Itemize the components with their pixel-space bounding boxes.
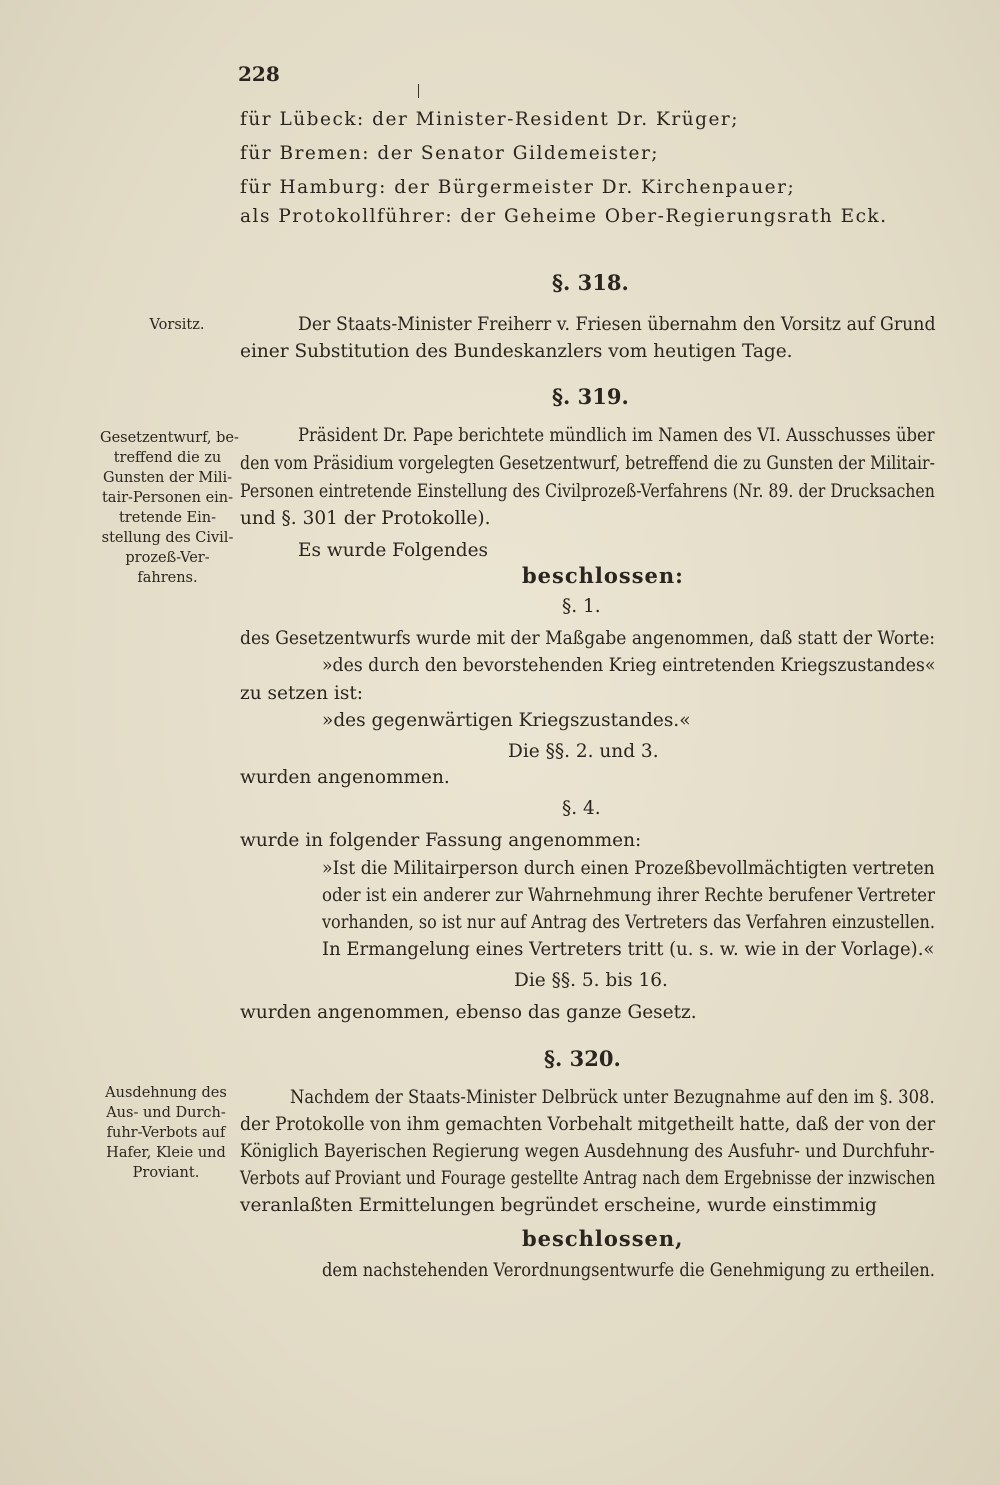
section-320-line: Königlich Bayerischen Regierung wegen Ausdehnung des Ausfuhr- und Durchfuhr-: [240, 1141, 935, 1162]
section-319-line: und §. 301 der Protokolle).: [240, 508, 491, 529]
paragraph-4-heading: §. 4.: [562, 798, 601, 819]
section-318-heading: §. 318.: [552, 270, 629, 295]
resolved-label: beschlossen:: [522, 563, 684, 588]
section-320-line: der Protokolle von ihm gemachten Vorbehalt mitgetheilt hatte, daß der von der: [240, 1114, 936, 1135]
margin-note-line: Vorsitz.: [149, 317, 205, 333]
attendee-line: für Bremen: der Senator Gildemeister;: [240, 143, 660, 164]
paragraph-4-line: »Ist die Militairperson durch einen Prozeßbevollmächtigten vertreten: [322, 858, 935, 879]
margin-note-line: stellung des Civil-: [101, 530, 234, 546]
section-319-line: Es wurde Folgendes: [298, 540, 489, 561]
attendee-line: für Lübeck: der Minister-Resident Dr. Krüger;: [240, 109, 739, 130]
paragraph-4-line: In Ermangelung eines Vertreters tritt (u. s. w. wie in der Vorlage).«: [322, 939, 935, 960]
margin-note-line: Ausdehnung des: [105, 1085, 227, 1101]
margin-note-line: treffend die zu: [113, 450, 222, 466]
section-320-line: Nachdem der Staats-Minister Delbrück unter Bezugnahme auf den im §. 308.: [290, 1087, 935, 1108]
ink-mark: [418, 84, 419, 98]
section-319-line: Personen eintretende Einstellung des Civilprozeß-Verfahrens (Nr. 89. der Drucksachen: [240, 481, 935, 502]
paragraph-4-line: vorhanden, so ist nur auf Antrag des Vertreters das Verfahren einzustellen.: [322, 912, 935, 933]
paragraph-4-line: Die §§. 5. bis 16.: [514, 970, 668, 991]
paragraph-1-line: »des durch den bevorstehenden Krieg eintretenden Kriegszustandes«: [322, 655, 936, 676]
paragraph-1-line: »des gegenwärtigen Kriegszustandes.«: [322, 710, 691, 731]
section-318-line: einer Substitution des Bundeskanzlers vom heutigen Tage.: [240, 341, 793, 362]
attendee-line: als Protokollführer: der Geheime Ober-Regierungsrath Eck.: [240, 206, 888, 227]
margin-note-line: Aus- und Durch-: [106, 1105, 226, 1121]
attendee-line: für Hamburg: der Bürgermeister Dr. Kirchenpauer;: [240, 177, 796, 198]
paragraph-1-line: zu setzen ist:: [240, 683, 363, 704]
section-320-final-line: dem nachstehenden Verordnungsentwurfe die Genehmigung zu ertheilen.: [322, 1260, 935, 1281]
paragraph-1-line: Die §§. 2. und 3.: [508, 741, 659, 762]
page-number: 228: [238, 62, 280, 86]
section-320-line: veranlaßten Ermittelungen begründet erscheine, wurde einstimmig: [240, 1195, 877, 1216]
resolved-label: beschlossen,: [522, 1226, 684, 1251]
margin-note-line: prozeß-Ver-: [125, 550, 210, 566]
paragraph-4-line: oder ist ein anderer zur Wahrnehmung ihrer Rechte berufener Vertreter: [322, 885, 936, 906]
margin-note-line: fahrens.: [137, 570, 198, 586]
margin-note-line: Gunsten der Mili-: [102, 470, 233, 486]
paragraph-4-line: wurde in folgender Fassung angenommen:: [240, 830, 642, 851]
margin-note-line: tretende Ein-: [118, 510, 217, 526]
paragraph-4-line: wurden angenommen, ebenso das ganze Gesetz.: [240, 1002, 697, 1023]
margin-note-line: Gesetzentwurf, be-: [100, 430, 239, 446]
paragraph-1-line: des Gesetzentwurfs wurde mit der Maßgabe angenommen, daß statt der Worte:: [240, 628, 936, 649]
section-320-line: Verbots auf Proviant und Fourage gestellte Antrag nach dem Ergebnisse der inzwischen: [240, 1168, 936, 1189]
section-320-heading: §. 320.: [544, 1046, 621, 1071]
paragraph-1-heading: §. 1.: [562, 596, 601, 617]
section-319-line: Präsident Dr. Pape berichtete mündlich im Namen des VI. Ausschusses über: [298, 425, 935, 446]
section-319-heading: §. 319.: [552, 384, 629, 409]
margin-note-line: Proviant.: [132, 1165, 200, 1181]
margin-note-line: tair-Personen ein-: [101, 490, 234, 506]
margin-note-line: Hafer, Kleie und: [106, 1145, 226, 1161]
margin-note-gesetzentwurf: [100, 428, 239, 588]
section-318-line: Der Staats-Minister Freiherr v. Friesen übernahm den Vorsitz auf Grund: [298, 314, 936, 335]
margin-note-line: fuhr-Verbots auf: [106, 1125, 226, 1141]
paragraph-1-line: wurden angenommen.: [240, 767, 450, 788]
margin-note-vorsitz: [122, 315, 232, 335]
section-319-line: den vom Präsidium vorgelegten Gesetzentwurf, betreffend die zu Gunsten der Militair-: [240, 453, 935, 474]
margin-note-ausdehnung: [96, 1083, 236, 1183]
